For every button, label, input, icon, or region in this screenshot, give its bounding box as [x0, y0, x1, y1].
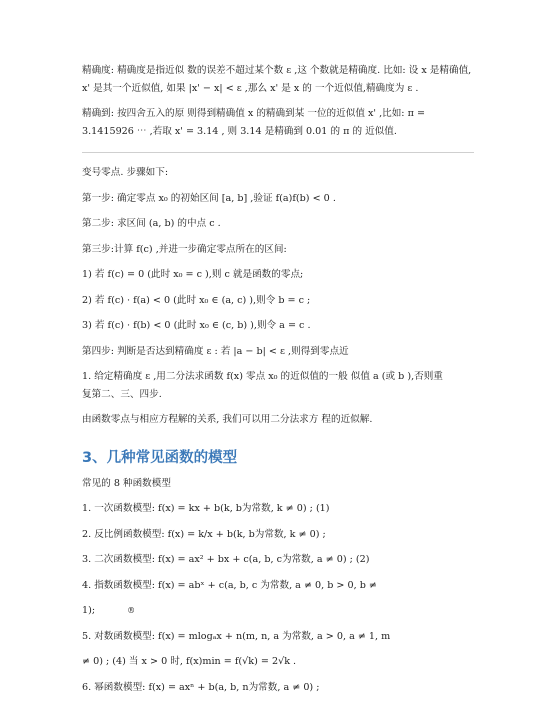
bisection-note-line1: 1. 给定精确度 ε ,用二分法求函数 f(x) 零点 x₀ 的近似值的一般 似值 a (或 b ),否则重 [82, 371, 443, 382]
spacer [82, 207, 474, 215]
spacer [82, 233, 474, 241]
document-content [82, 62, 474, 696]
bisection-step4: 第四步: 判断是否达到精确度 ε : 若 |a − b| < ε ,则得到零点近 [82, 345, 349, 357]
spacer [82, 620, 474, 628]
section-divider [82, 152, 474, 153]
section-heading: 3、几种常见函数的模型 [82, 449, 238, 466]
spacer [82, 645, 474, 653]
spacer [82, 97, 474, 105]
bisection-case2: 2) 若 f(c) · f(a) < 0 (此时 x₀ ∈ (a, c) ),则令 b = c ; [82, 294, 311, 306]
spacer [82, 360, 474, 368]
spacer [82, 594, 474, 602]
spacer [82, 335, 474, 343]
model-inverse: 2. 反比例函数模型: f(x) = k/x + b(k, b为常数, k ≠ 0) ; [82, 528, 326, 540]
models-intro: 常见的 8 种函数模型 [82, 477, 171, 489]
bisection-case1: 1) 若 f(c) = 0 (此时 x₀ = c ),则 c 就是函数的零点; [82, 269, 304, 280]
bisection-step3: 第三步:计算 f(c) ,并进一步确定零点所在的区间: [82, 243, 287, 255]
model-log-line2: ≠ 0) ; (4) 当 x > 0 时, f(x)min = f(√k) = 2√k . [82, 656, 297, 667]
spacer [82, 492, 474, 500]
spacer [82, 182, 474, 190]
model-power: 6. 幂函数模型: f(x) = axⁿ + b(a, b, n为常数, a ≠ 0) ; [82, 681, 320, 693]
rounding-definition-line1: 精确到: 按四舍五入的原 则得到精确值 x 的精确到某 一位的近似值 x' ,比如: π = [82, 108, 425, 119]
bisection-step2: 第二步: 求区间 (a, b) 的中点 c . [82, 218, 221, 229]
spacer [82, 671, 474, 679]
model-linear: 1. 一次函数模型: f(x) = kx + b(k, b为常数, k ≠ 0) ; (1) [82, 503, 330, 514]
spacer [82, 309, 474, 317]
spacer [82, 518, 474, 526]
model-exponential-line1: 4. 指数函数模型: f(x) = abˣ + c(a, b, c 为常数, a ≠ 0, b > 0, b ≠ [82, 579, 377, 591]
bisection-note-line2: 复第二、三、四步. [82, 388, 162, 400]
spacer [82, 403, 474, 411]
model-log-line1: 5. 对数函数模型: f(x) = mlogₐx + n(m, n, a 为常数, a > 0, a ≠ 1, m [82, 630, 391, 642]
registered-mark: ® [127, 606, 136, 615]
spacer [82, 258, 474, 266]
model-exponential-line2-text: 1); [82, 605, 96, 616]
spacer [82, 543, 474, 551]
spacer [82, 569, 474, 577]
spacer [82, 284, 474, 292]
precision-definition: 精确度: 精确度是指近似 数的误差不超过某个数 ε ,这 个数就是精确度. 比如: 设 x 是精确值, x' 是其一个近似值, 如果 |x' − x| < ε ,那么 x' 是 x 的 一个近似值,精确度为 ε . [82, 65, 472, 94]
rounding-definition-line2: 3.1415926 ⋯ ,若取 x' = 3.14 , 则 3.14 是精确到 0.01 的 π 的 近似值. [82, 125, 397, 137]
bisection-intro: 变号零点. 步骤如下: [82, 167, 169, 178]
model-exponential-line2 [82, 602, 474, 620]
model-quadratic: 3. 二次函数模型: f(x) = ax² + bx + c(a, b, c为常数, a ≠ 0) ; (2) [82, 554, 370, 565]
bisection-case3: 3) 若 f(c) · f(b) < 0 (此时 x₀ ∈ (c, b) ),则令 a = c . [82, 320, 311, 331]
bisection-summary: 由函数零点与相应方程解的关系, 我们可以用二分法求方 程的近似解. [82, 414, 373, 425]
bisection-step1: 第一步: 确定零点 x₀ 的初始区间 [a, b] ,验证 f(a)f(b) < 0 . [82, 192, 336, 204]
